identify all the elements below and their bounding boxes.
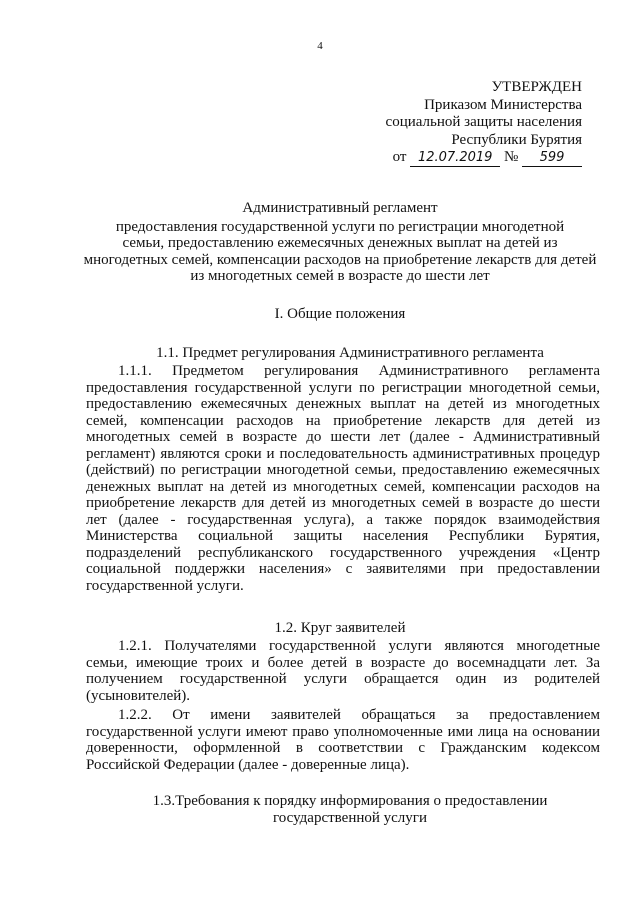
paragraph-text: 1.2.2. От имени заявителей обращаться за предоставлением государственной услуги имеют право уполномоченные ими лица на основании доверенности, оформленной в соответствии с Гражданским кодексом Российской Федерации (далее - доверенные лица).	[86, 707, 600, 773]
subsection-heading-1-3-line-2: государственной услуги	[273, 809, 427, 826]
approval-line-2: социальной защиты населения	[385, 114, 582, 130]
page-number: 4	[317, 40, 323, 52]
regulation-title	[60, 200, 620, 285]
paragraph-1-1-1	[86, 363, 600, 594]
approval-date-line	[262, 149, 582, 167]
regulation-title-line-1: Административный регламент	[242, 200, 438, 216]
approval-block	[262, 79, 582, 167]
paragraph-text: 1.2.1. Получателями государственной услуги являются многодетные семьи, имеющие троих и более детей в возрасте до восемнадцати лет. За получением государственной услуги обращается один из родителей (усыновителей).	[86, 638, 600, 704]
paragraph-text: 1.1.1. Предметом регулирования Административного регламента предоставления государственной услуги по регистрации многодетной семьи, предоставлению ежемесячных денежных выплат на детей из многодетных семей, компенсации расходов на приобретение лекарств для детей из многодетных семей в возрасте до шести лет (далее - Административный регламент) являются сроки и последовательность административных процедур (действий) по регистрации многодетной семьи, предоставлению ежемесячных денежных выплат на детей из многодетных семей, компенсации расходов на приобретение лекарств для детей из многодетных семей в возрасте до шести лет (далее - государственная услуга), а также порядок взаимодействия Министерства социальной защиты населения Республики Бурятия, подразделений республиканского государственного учреждения «Центр социальной поддержки населения» с заявителями при предоставлении государственной услуги.	[86, 363, 600, 594]
regulation-title-line-4: многодетных семей, компенсации расходов на приобретение лекарств для детей	[83, 251, 597, 268]
paragraph-1-2-1	[86, 638, 600, 704]
paragraph-1-2-2	[86, 707, 600, 773]
number-prefix: №	[503, 149, 519, 165]
approval-line-1: Приказом Министерства	[424, 96, 582, 113]
subsection-heading-1-3	[80, 793, 620, 826]
regulation-title-line-3: семьи, предоставлению ежемесячных денежных выплат на детей из	[122, 235, 558, 251]
approval-line-3: Республики Бурятия	[451, 131, 582, 148]
date-prefix: от	[392, 149, 407, 165]
handwritten-number: 599	[522, 151, 582, 167]
regulation-title-line-5: из многодетных семей в возрасте до шести лет	[190, 268, 490, 284]
approval-title: УТВЕРЖДЕН	[491, 79, 582, 95]
subsection-heading-1-1: 1.1. Предмет регулирования Административного регламента	[156, 345, 544, 361]
handwritten-date: 12.07.2019	[410, 151, 500, 167]
subsection-heading-1-3-line-1: 1.3.Требования к порядку информирования о предоставлении	[152, 793, 548, 809]
subsection-heading-1-2: 1.2. Круг заявителей	[274, 620, 406, 636]
regulation-title-line-2: предоставления государственной услуги по регистрации многодетной	[115, 218, 565, 235]
section-heading: I. Общие положения	[274, 306, 406, 322]
